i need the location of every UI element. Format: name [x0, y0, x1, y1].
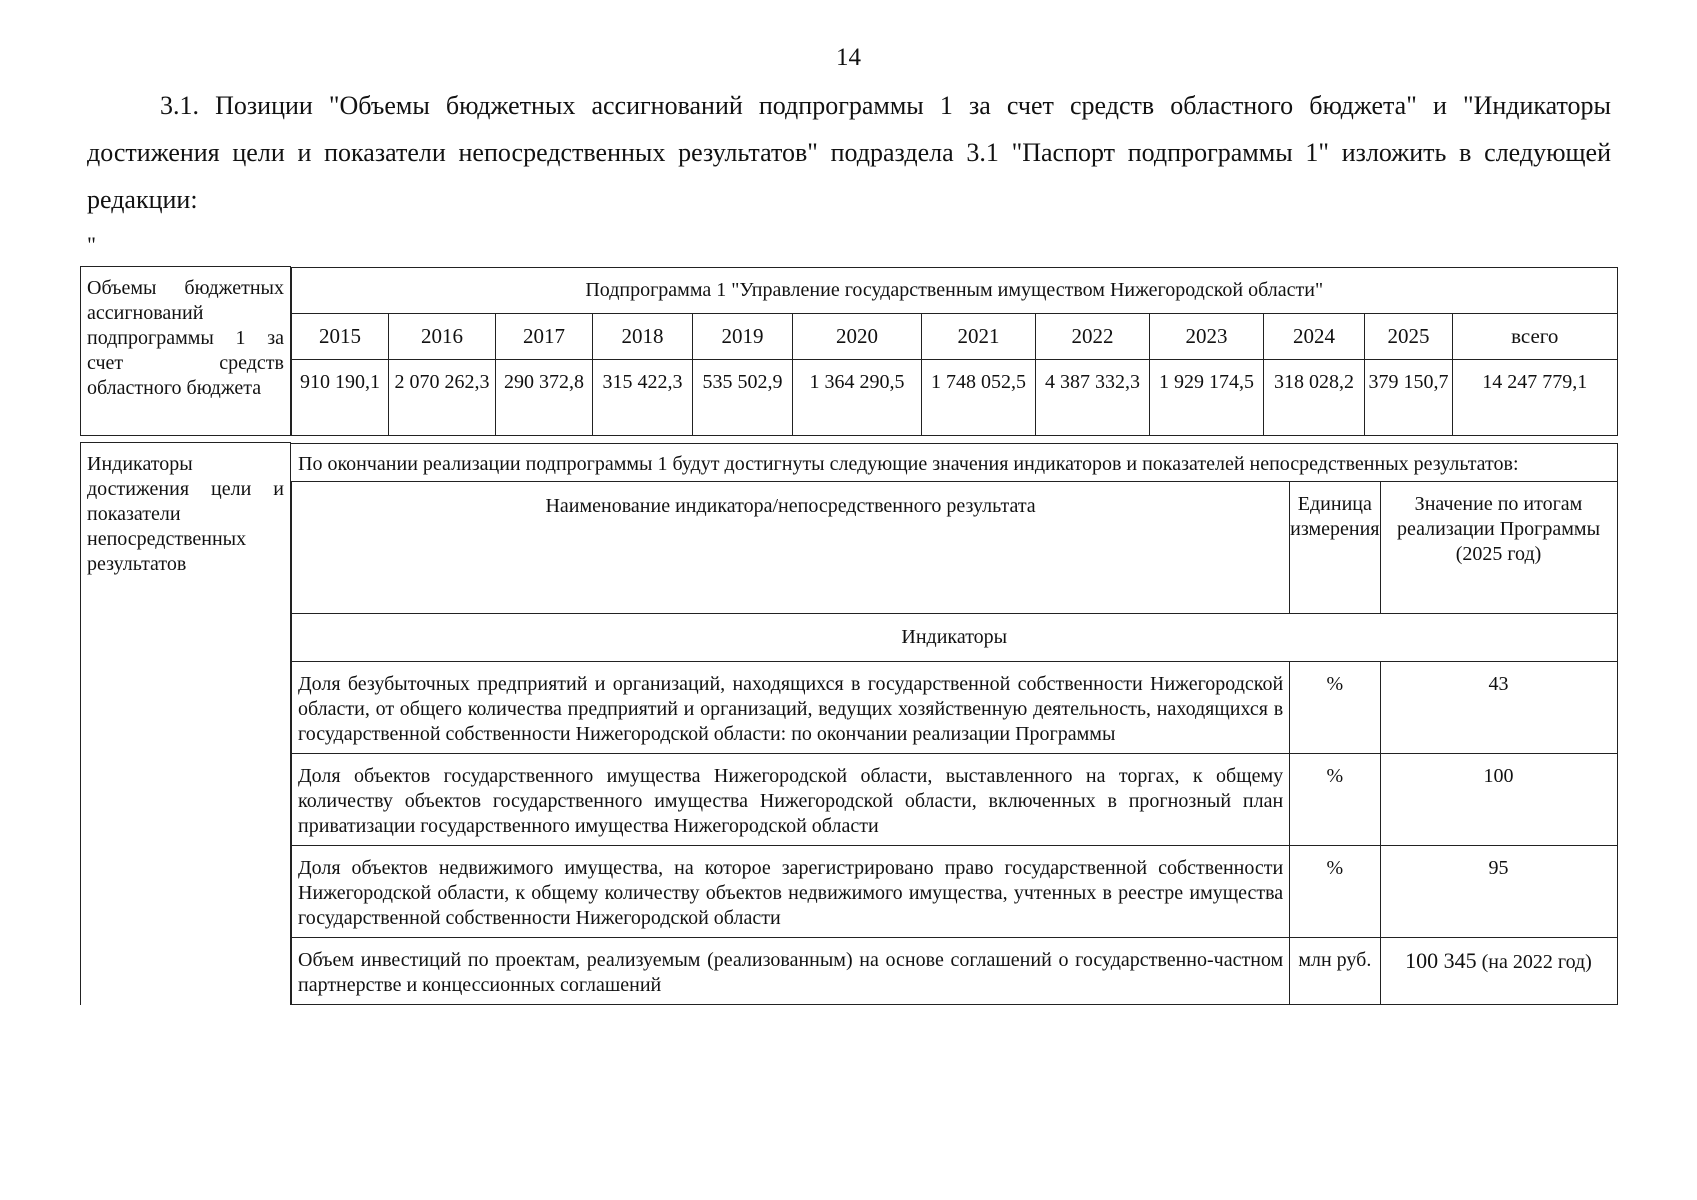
passport-table: [80, 266, 1618, 1005]
year-header: 2020: [793, 313, 922, 359]
subprogram-title: Подпрограмма 1 "Управление государственным имуществом Нижегородской области": [292, 267, 1618, 313]
year-header: 2025: [1365, 313, 1453, 359]
year-header: 2019: [693, 313, 793, 359]
budget-total-value: 14 247 779,1: [1453, 359, 1618, 435]
opening-quote-mark: ": [87, 232, 96, 257]
indicator-value-note: (на 2022 год): [1481, 950, 1592, 973]
indicator-unit: %: [1290, 753, 1380, 845]
table-row: [292, 937, 1618, 1004]
year-header: 2021: [922, 313, 1036, 359]
budget-value: 315 422,3: [593, 359, 693, 435]
page-number: 14: [836, 44, 861, 71]
indicator-unit: %: [1290, 845, 1380, 937]
budget-value: 2 070 262,3: [389, 359, 496, 435]
year-header: 2015: [292, 313, 389, 359]
indicator-value: 100: [1380, 753, 1617, 845]
year-header: 2016: [389, 313, 496, 359]
budget-cell: [291, 267, 1618, 436]
indicator-name-header: Наименование индикатора/непосредственного результата: [292, 481, 1290, 613]
year-header: 2018: [593, 313, 693, 359]
table-row: [292, 845, 1618, 937]
table-row: [292, 753, 1618, 845]
budget-value: 379 150,7: [1365, 359, 1453, 435]
budget-value: 1 929 174,5: [1150, 359, 1264, 435]
budget-value: 1 364 290,5: [793, 359, 922, 435]
budget-value: 535 502,9: [693, 359, 793, 435]
indicator-value: 95: [1380, 845, 1617, 937]
indicator-value: 43: [1380, 661, 1617, 753]
budget-value: 1 748 052,5: [922, 359, 1036, 435]
year-header: 2023: [1150, 313, 1264, 359]
budget-value: 910 190,1: [292, 359, 389, 435]
budget-value: 318 028,2: [1264, 359, 1365, 435]
total-header: всего: [1453, 313, 1618, 359]
year-header: 2024: [1264, 313, 1365, 359]
indicator-name: Доля объектов недвижимого имущества, на которое зарегистрировано право государственной собственности Нижегородской области, к общему количеству объектов недвижимого имущества, учтенных в реестре имущества государственной собственности Нижегородской области: [292, 845, 1290, 937]
amendment-intro-paragraph: 3.1. Позиции "Объемы бюджетных ассигнований подпрограммы 1 за счет средств областного бюджета" и "Индикаторы достижения цели и показатели непосредственных результатов" подраздела 3.1 "Паспорт подпрограммы 1" изложить в следующей редакции:: [87, 91, 1611, 214]
indicator-name: Доля объектов государственного имущества Нижегородской области, выставленного на торгах, к общему количеству объектов государственного имущества Нижегородской области, включенных в прогнозный план приватизации государственного имущества Нижегородской области: [292, 753, 1290, 845]
indicator-unit: млн руб.: [1290, 937, 1380, 1004]
indicators-table: [291, 481, 1618, 1005]
indicator-unit: %: [1290, 661, 1380, 753]
budget-allocation-label: Объемы бюджетных ассигнований подпрограммы 1 за счет средств областного бюджета: [81, 267, 291, 436]
indicators-cell: [291, 443, 1618, 1005]
indicators-section-title: Индикаторы: [292, 613, 1618, 661]
table-row: [292, 661, 1618, 753]
budget-value: 290 372,8: [496, 359, 593, 435]
indicators-intro-text: По окончании реализации подпрограммы 1 будут достигнуты следующие значения индикаторов и показателей непосредственных результатов:: [291, 443, 1618, 481]
year-header: 2022: [1036, 313, 1150, 359]
unit-header: Единица измерения: [1290, 481, 1380, 613]
indicator-name: Объем инвестиций по проектам, реализуемым (реализованным) на основе соглашений о государственно-частном партнерстве и концессионных соглашений: [292, 937, 1290, 1004]
value-header: Значение по итогам реализации Программы (2025 год): [1380, 481, 1617, 613]
indicator-value-number: 100 345: [1405, 947, 1477, 973]
indicator-value: [1380, 937, 1617, 1004]
budget-table: [291, 267, 1618, 436]
indicators-label: Индикаторы достижения цели и показатели непосредственных результатов: [81, 443, 291, 1005]
indicator-name: Доля безубыточных предприятий и организаций, находящихся в государственной собственности Нижегородской области, от общего количества предприятий и организаций, ведущих хозяйственную деятельность, находящихся в государственной собственности Нижегородской области: по окончании реализации Программы: [292, 661, 1290, 753]
budget-value: 4 387 332,3: [1036, 359, 1150, 435]
year-header: 2017: [496, 313, 593, 359]
